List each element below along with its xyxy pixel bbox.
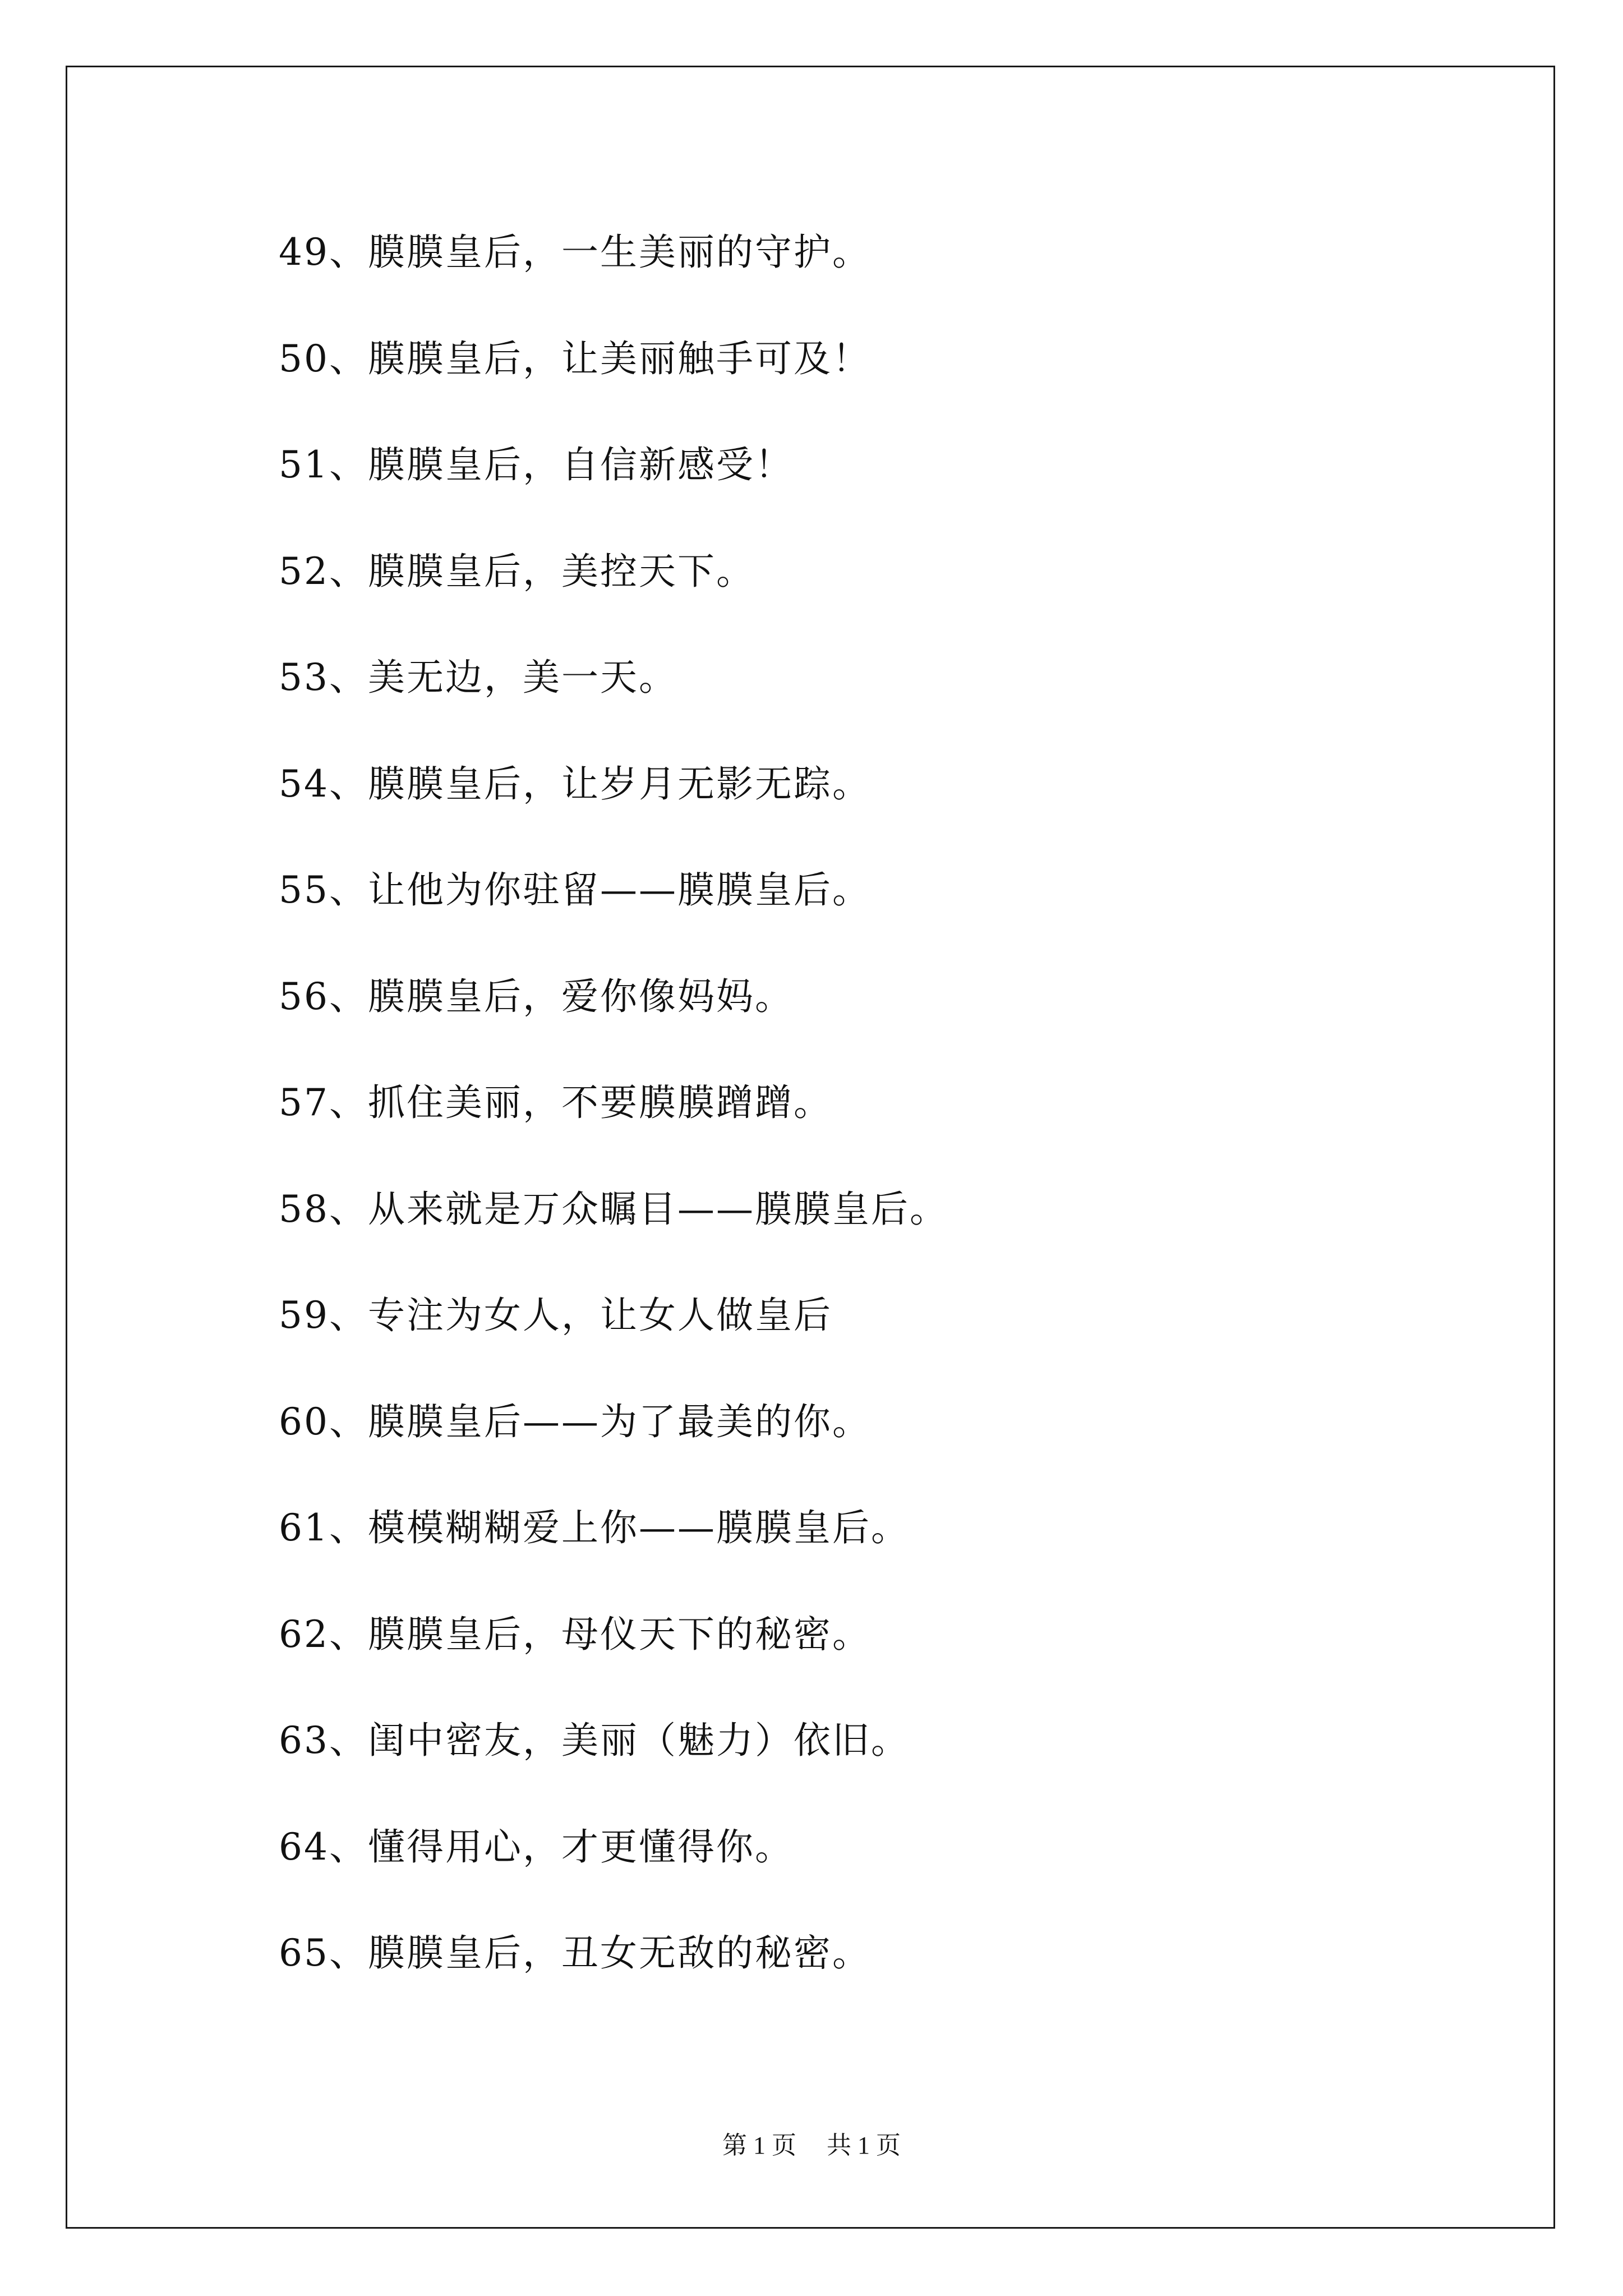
list-item: 50、膜膜皇后，让美丽触手可及！ (279, 337, 871, 380)
list-item: 57、抓住美丽，不要膜膜蹭蹭。 (279, 1081, 832, 1124)
list-item: 58、从来就是万众瞩目——膜膜皇后。 (279, 1187, 948, 1231)
list-item: 49、膜膜皇后，一生美丽的守护。 (279, 231, 871, 274)
list-item: 56、膜膜皇后，爱你像妈妈。 (279, 974, 794, 1018)
list-item: 51、膜膜皇后，自信新感受！ (279, 443, 794, 486)
list-item: 65、膜膜皇后，丑女无敌的秘密。 (279, 1931, 871, 1975)
list-item: 60、膜膜皇后——为了最美的你。 (279, 1400, 871, 1443)
page-footer (0, 2125, 1623, 2161)
list-item: 54、膜膜皇后，让岁月无影无踪。 (279, 762, 871, 806)
page-total: 共 1 页 (827, 2132, 901, 2159)
list-item: 52、膜膜皇后，美控天下。 (279, 549, 755, 593)
list-item: 63、闺中密友，美丽（魅力）依旧。 (279, 1719, 910, 1762)
list-item: 59、专注为女人，让女人做皇后 (279, 1294, 832, 1337)
list-item: 53、美无边，美一天。 (279, 656, 677, 699)
slogan-list (279, 222, 948, 2029)
page-number: 第 1 页 (722, 2132, 796, 2159)
list-item: 55、让他为你驻留——膜膜皇后。 (279, 868, 871, 912)
list-item: 61、模模糊糊爱上你——膜膜皇后。 (279, 1506, 910, 1549)
list-item: 62、膜膜皇后，母仪天下的秘密。 (279, 1612, 871, 1656)
list-item: 64、懂得用心，才更懂得你。 (279, 1825, 794, 1869)
